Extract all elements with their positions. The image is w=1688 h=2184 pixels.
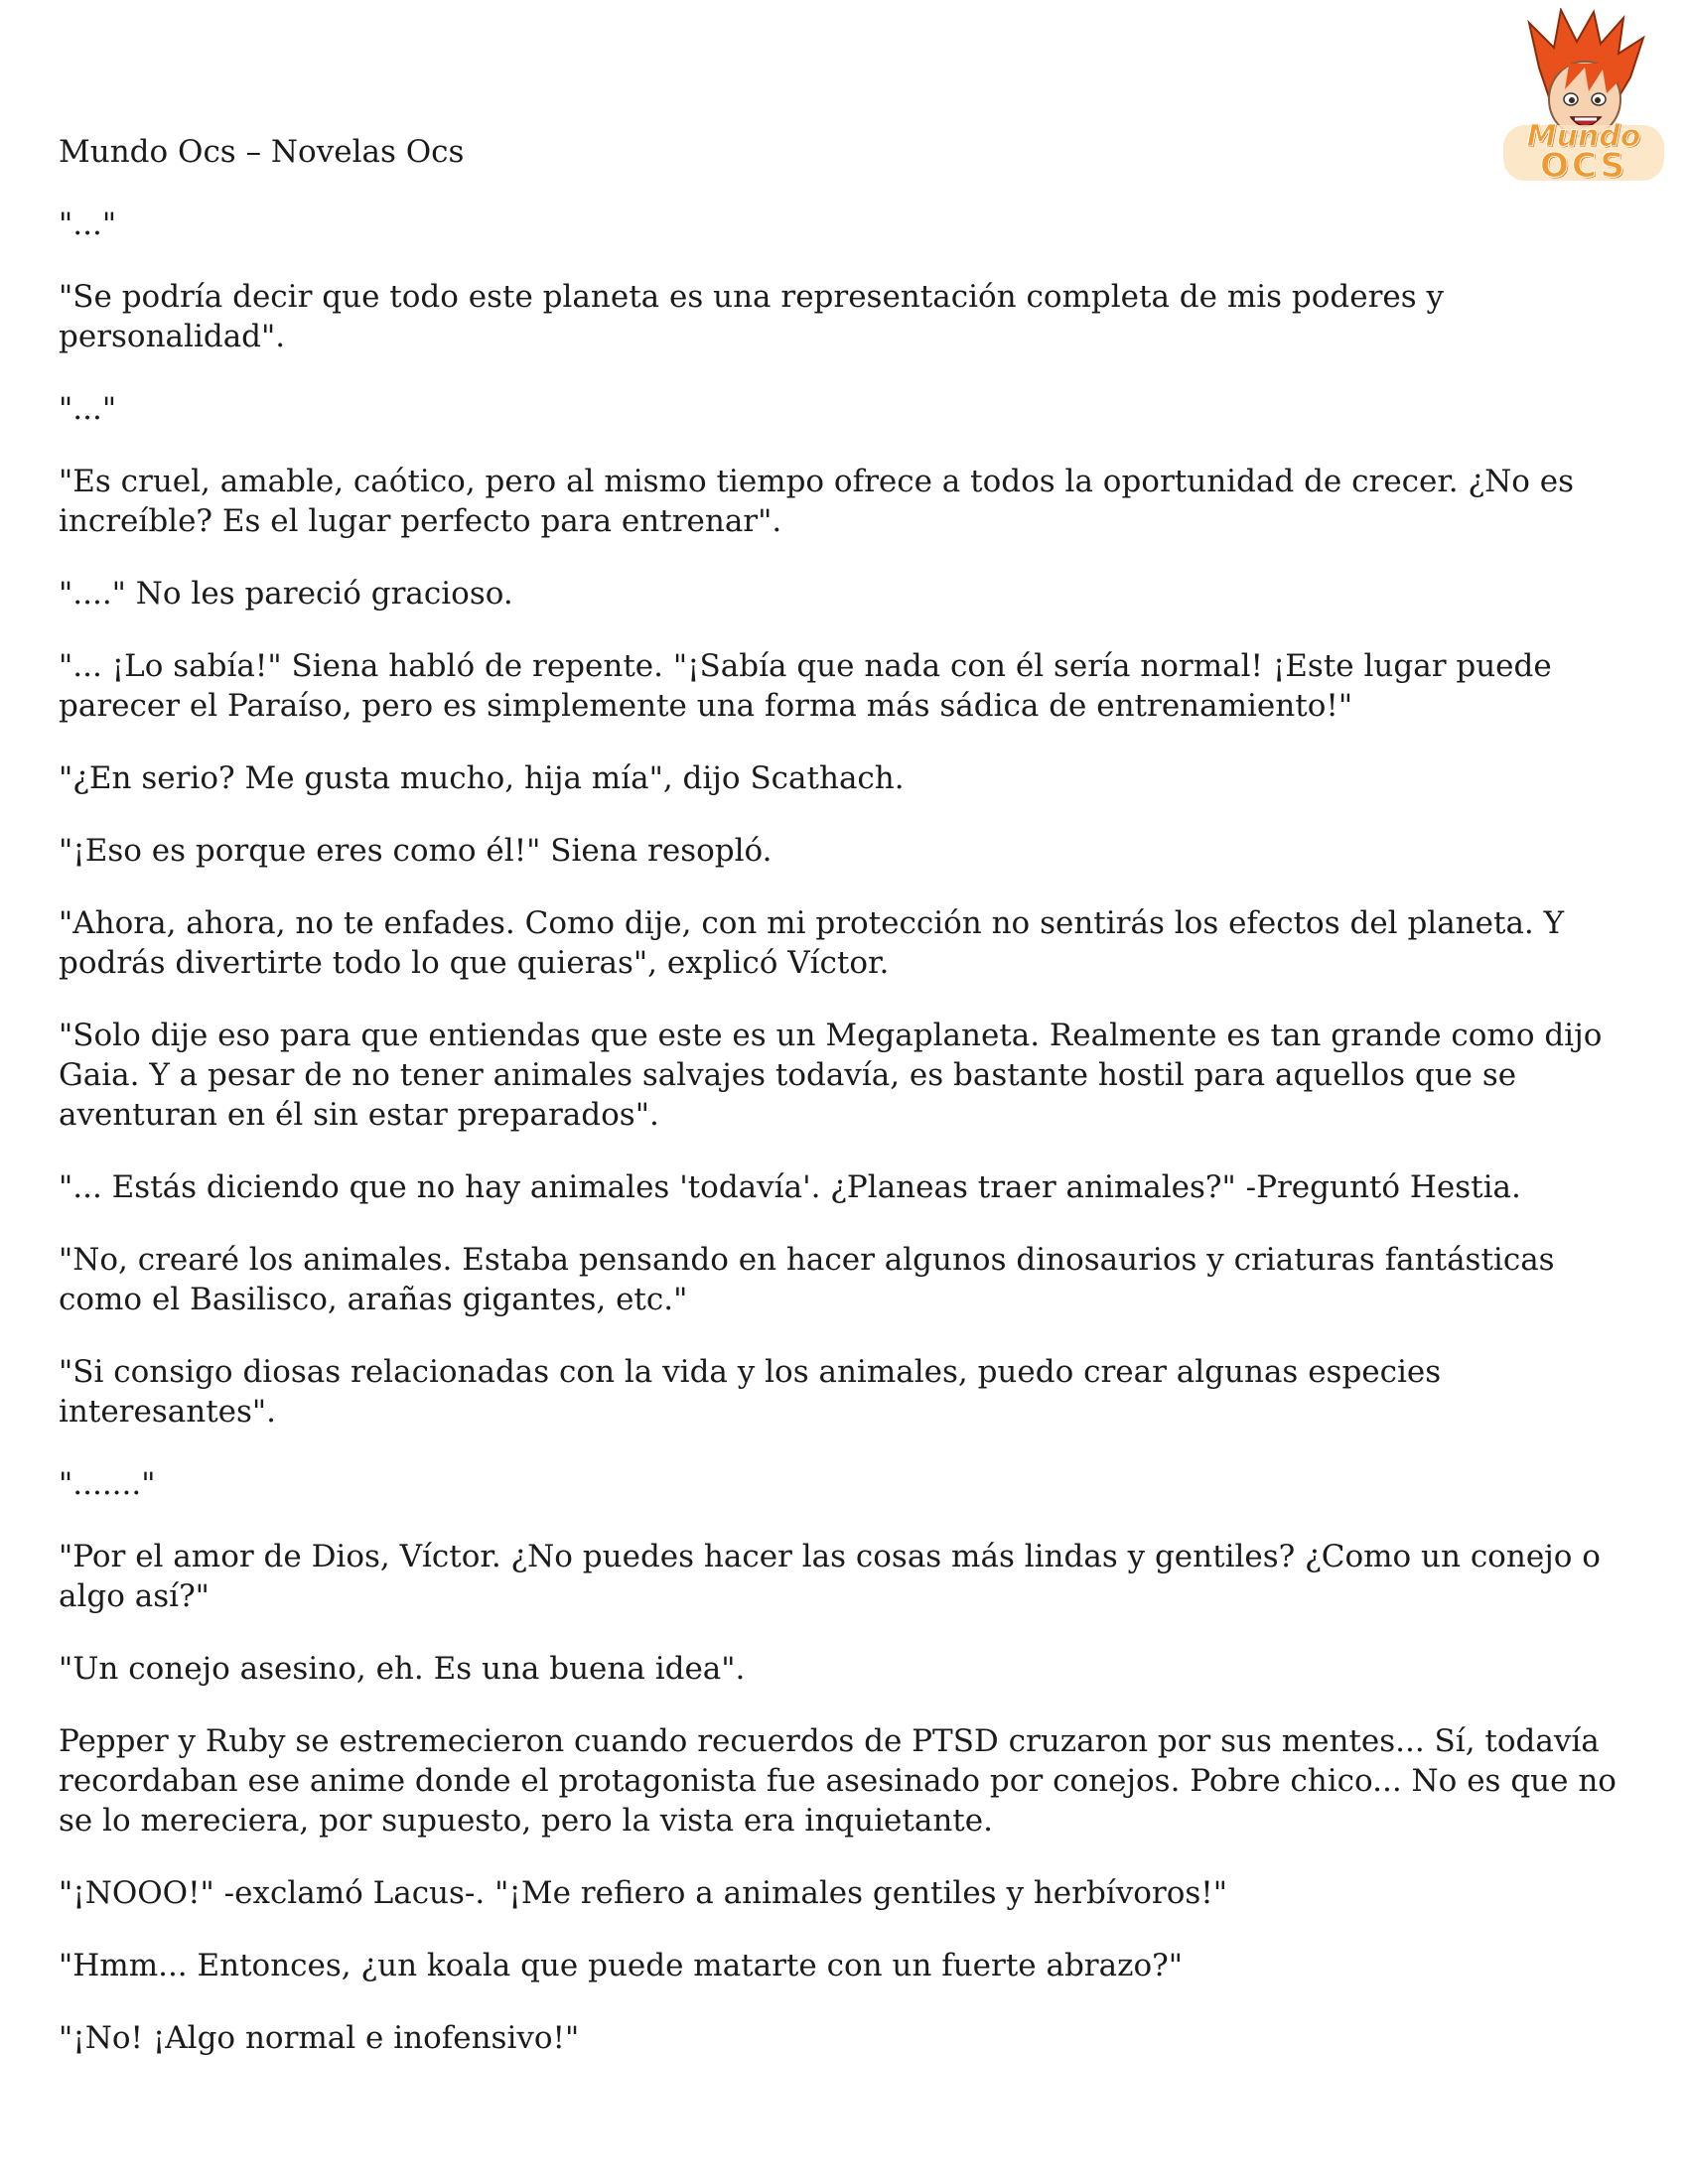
paragraph: "...": [59, 391, 117, 427]
mundo-ocs-logo: [1499, 8, 1668, 186]
paragraph: "¡Eso es porque eres como él!" Siena resopló.: [59, 833, 773, 869]
paragraph: "... Estás diciendo que no hay animales 'todavía'. ¿Planeas traer animales?" -Preguntó Hestia.: [59, 1169, 1521, 1205]
paragraph: "Por el amor de Dios, Víctor. ¿No puedes hacer las cosas más lindas y gentiles? ¿Como un conejo o algo así?": [59, 1539, 1601, 1614]
paragraph: "Un conejo asesino, eh. Es una buena idea".: [59, 1651, 746, 1687]
paragraph: "Hmm... Entonces, ¿un koala que puede matarte con un fuerte abrazo?": [59, 1948, 1183, 1983]
paragraph: Pepper y Ruby se estremecieron cuando recuerdos de PTSD cruzaron por sus mentes... Sí, todavía recordaban ese anime donde el protagonista fue asesinado por conejos. Pobre chico... No es que no se lo mereciera, por supuesto, pero la vista era inquietante.: [59, 1723, 1617, 1839]
paragraph: "¡No! ¡Algo normal e inofensivo!": [59, 2020, 580, 2056]
paragraph: "Se podría decir que todo este planeta es una representación completa de mis poderes y personalidad".: [59, 279, 1445, 354]
paragraph: "...." No les pareció gracioso.: [59, 576, 513, 612]
paragraph: "... ¡Lo sabía!" Siena habló de repente. "¡Sabía que nada con él sería normal! ¡Este lugar puede parecer el Paraíso, pero es simplemente una forma más sádica de entrenamiento!": [59, 648, 1552, 724]
paragraph: "Es cruel, amable, caótico, pero al mismo tiempo ofrece a todos la oportunidad de crecer. ¿No es increíble? Es el lugar perfecto para entrenar".: [59, 464, 1575, 539]
paragraph: "Si consigo diosas relacionadas con la vida y los animales, puedo crear algunas especies interesantes".: [59, 1354, 1442, 1430]
paragraph: "¿En serio? Me gusta mucho, hija mía", dijo Scathach.: [59, 760, 905, 796]
paragraph: ".......": [59, 1466, 156, 1502]
logo-wordmark: [1499, 119, 1668, 186]
paragraph: "No, crearé los animales. Estaba pensando en hacer algunos dinosaurios y criaturas fantásticas como el Basilisco, arañas gigantes, etc.": [59, 1242, 1555, 1317]
document-header: Mundo Ocs – Novelas Ocs: [59, 134, 465, 170]
paragraph: "Solo dije eso para que entiendas que este es un Megaplaneta. Realmente es tan grande como dijo Gaia. Y a pesar de no tener animales salvajes todavía, es bastante hostil para aquellos que se aventuran en él sin estar preparados".: [59, 1018, 1603, 1133]
logo-word-top: Mundo: [1526, 119, 1641, 154]
story-body: [59, 205, 1647, 2091]
paragraph: "Ahora, ahora, no te enfades. Como dije, con mi protección no sentirás los efectos del planeta. Y podrás divertirte todo lo que quieras", explicó Víctor.: [59, 905, 1565, 981]
paragraph: "¡NOOO!" -exclamó Lacus-. "¡Me refiero a animales gentiles y herbívoros!": [59, 1875, 1227, 1911]
paragraph: "...": [59, 206, 117, 242]
logo-word-bottom: OCS: [1540, 146, 1627, 186]
